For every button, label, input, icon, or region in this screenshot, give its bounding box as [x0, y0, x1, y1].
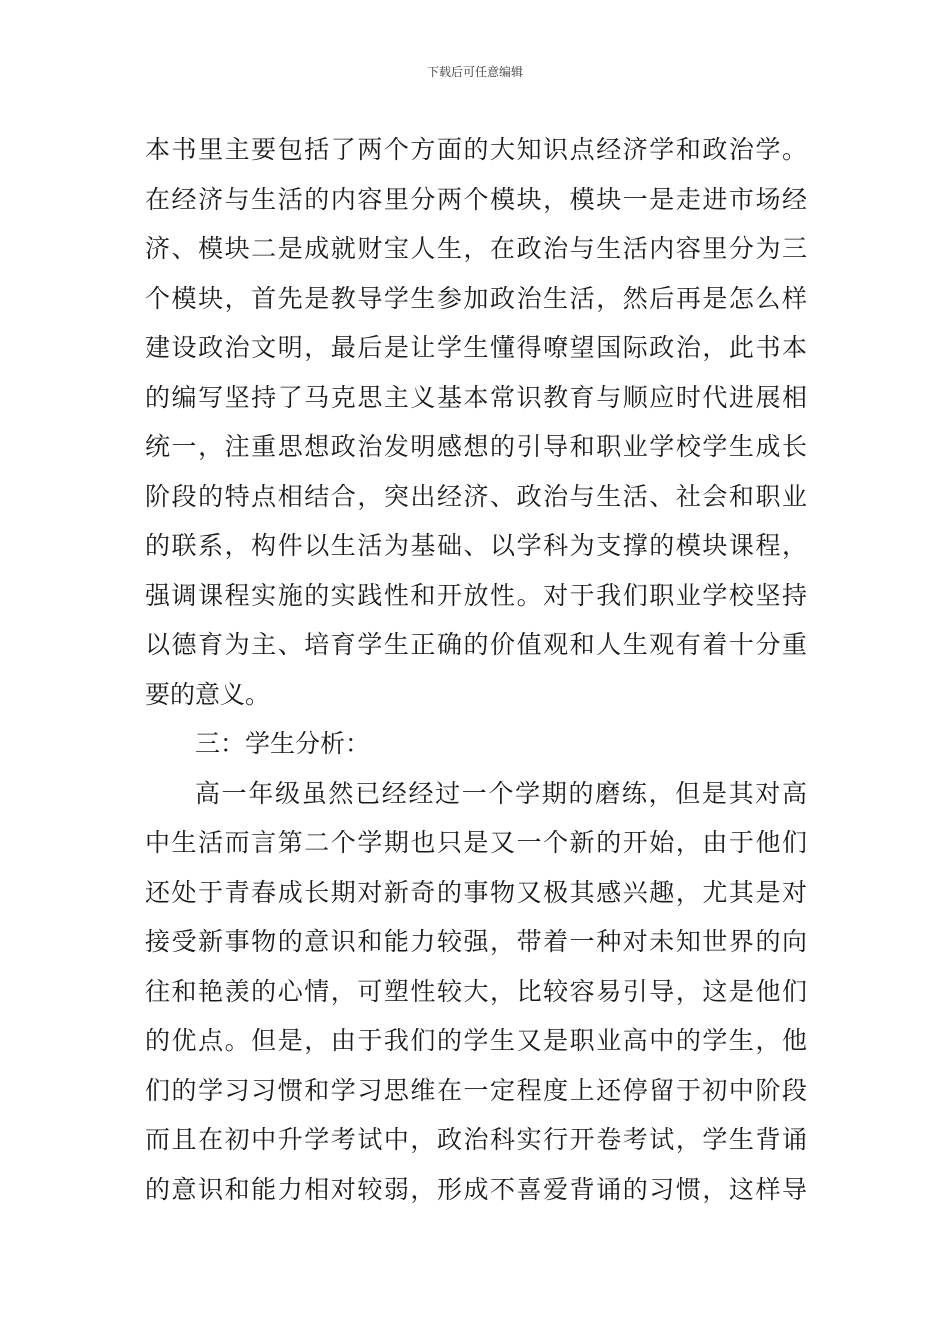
text-line: 统一，注重思想政治发明感想的引导和职业学校学生成长	[145, 432, 807, 461]
text-line: 个模块，首先是教导学生参加政治生活，然后再是怎么样	[145, 283, 807, 313]
page-header: 下载后可任意编辑	[426, 65, 523, 79]
text-line: 济、模块二是成就财宝人生，在政治与生活内容里分为三	[145, 234, 807, 263]
text-line: 往和艳羡的心情，可塑性较大，比较容易引导，这是他们	[145, 976, 807, 1006]
text-line: 的联系，构件以生活为基础、以学科为支撑的模块课程，	[145, 531, 807, 560]
text-line: 在经济与生活的内容里分两个模块，模块一是走进市场经	[145, 184, 807, 214]
text-line: 的编写坚持了马克思主义基本常识教育与顺应时代进展相	[145, 382, 807, 412]
text-line: 强调课程实施的实践性和开放性。对于我们职业学校坚持	[145, 580, 807, 610]
text-line: 们的学习习惯和学习思维在一定程度上还停留于初中阶段	[145, 1075, 807, 1105]
text-line: 本书里主要包括了两个方面的大知识点经济学和政治学。	[145, 135, 807, 164]
text-line: 中生活而言第二个学期也只是又一个新的开始，由于他们	[145, 828, 807, 857]
section-heading: 三：学生分析：	[195, 729, 371, 758]
text-line: 要的意义。	[145, 679, 271, 709]
text-line: 以德育为主、培育学生正确的价值观和人生观有着十分重	[145, 630, 807, 659]
text-line: 的优点。但是，由于我们的学生又是职业高中的学生，他	[145, 1026, 807, 1055]
text-line: 阶段的特点相结合，突出经济、政治与生活、社会和职业	[145, 481, 807, 511]
text-line: 接受新事物的意识和能力较强，带着一种对未知世界的向	[145, 927, 807, 956]
text-line: 而且在初中升学考试中，政治科实行开卷考试，学生背诵	[145, 1125, 807, 1154]
document-body	[145, 125, 807, 1214]
text-line: 建设政治文明，最后是让学生懂得嘹望国际政治，此书本	[145, 333, 807, 362]
text-line: 的意识和能力相对较弱，形成不喜爱背诵的习惯，这样导	[145, 1174, 807, 1204]
text-line: 高一年级虽然已经经过一个学期的磨练，但是其对高	[195, 778, 807, 808]
text-line: 还处于青春成长期对新奇的事物又极其感兴趣，尤其是对	[145, 877, 807, 907]
